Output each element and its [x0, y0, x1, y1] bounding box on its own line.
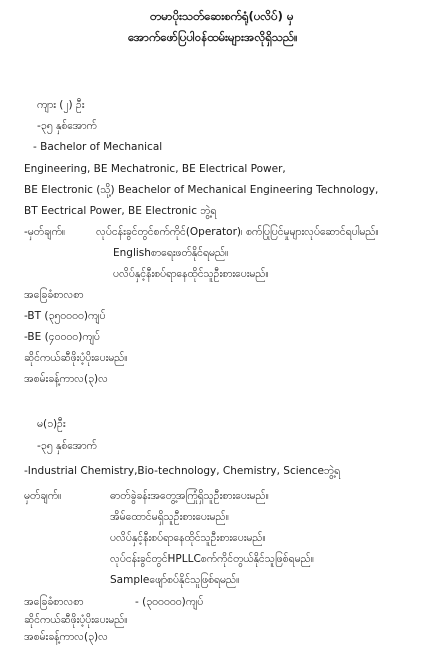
notice-title-line2: အောက်ဖော်ပြပါဝန်ထမ်းများအလိုရှိသည်။	[128, 30, 298, 44]
male-vacancy-count: ကျား (၂) ဦး	[37, 99, 85, 111]
female-salary-label: အခြေခံစာလစာ	[24, 596, 84, 608]
female-education: -Industrial Chemistry,Bio-technology, Chemistry, Scienceဘွဲ့ရ	[24, 465, 341, 477]
female-note-3: ပလိပ်နှင့်နီးစပ်ရာနေထိုင်သူဦးစားပေးမည်။	[110, 532, 266, 544]
male-note-2: Englishစာရေးဖတ်နိုင်ရမည်။	[113, 247, 229, 259]
male-education-line3: BE Electronic (သို့) Beachelor of Mechanical Engineering Technology,	[24, 184, 379, 196]
female-salary-amount: - (၃၀၀၀၀၀)ကျပ်	[135, 596, 204, 608]
male-note-1: လုပ်ငန်းခွင်တွင်စက်ကိုင်(Operator)၊ စက်ပြုပြင်မှုများလုပ်ဆောင်ရပါမည်။	[96, 226, 379, 238]
female-probation: အစမ်းခန့်ကာလ(၃)လ	[24, 631, 108, 643]
male-education-line2: Engineering, BE Mechatronic, BE Electrical Power,	[24, 163, 286, 175]
notice-title-line1: တမာပိုးသတ်ဆေးစက်ရုံ(ပလိပ်) မှ	[150, 9, 294, 23]
female-bike-allowance: ဆိုင်ကယ်ဆီဖိုးပံ့ပိုးပေးမည်။	[24, 614, 128, 626]
male-age-requirement: -၃၅ နှစ်အောက်	[37, 120, 97, 132]
male-education-line1: - Bachelor of Mechanical	[33, 141, 163, 153]
female-note-4: လုပ်ငန်းခွင်တွင်HPLLCစက်ကိုင်တွယ်နိုင်သူဖြစ်ရမည်။	[110, 553, 314, 565]
male-education-line4: BT Eectrical Power, BE Electronic ဘွဲ့ရ	[24, 205, 217, 217]
female-vacancy-count: မ(၁)ဦး	[37, 418, 66, 430]
female-note-label: မှတ်ချက်။	[24, 490, 62, 502]
male-salary-bt: -BT (၃၅၀၀၀၀)ကျပ်	[24, 310, 106, 322]
female-note-1: ဓာတ်ခွဲခန်းအတွေ့အကြုံရှိသူဦးစားပေးမည်။	[110, 490, 269, 502]
male-salary-be: -BE (၄၀၀၀၀)ကျပ်	[24, 331, 100, 343]
female-note-2: အိမ်ထောင်မရှိသူဦးစားပေးမည်။	[110, 511, 229, 523]
male-bike-allowance: ဆိုင်ကယ်ဆီဖိုးပံ့ပိုးပေးမည်။	[24, 352, 128, 364]
male-note-label: -မှတ်ချက်။	[24, 226, 66, 238]
male-probation: အစမ်းခန့်ကာလ(၃)လ	[24, 373, 108, 385]
male-note-3: ပလိပ်နှင့်နီးစပ်ရာနေထိုင်သူဦးစားပေးမည်။	[113, 268, 269, 280]
female-age-requirement: -၃၅ နှစ်အောက်	[37, 440, 97, 452]
female-note-5: Sampleဖျော်စပ်နိုင်သူဖြစ်ရမည်။	[110, 574, 240, 586]
male-salary-label: အခြေခံစာလစာ	[24, 289, 84, 301]
